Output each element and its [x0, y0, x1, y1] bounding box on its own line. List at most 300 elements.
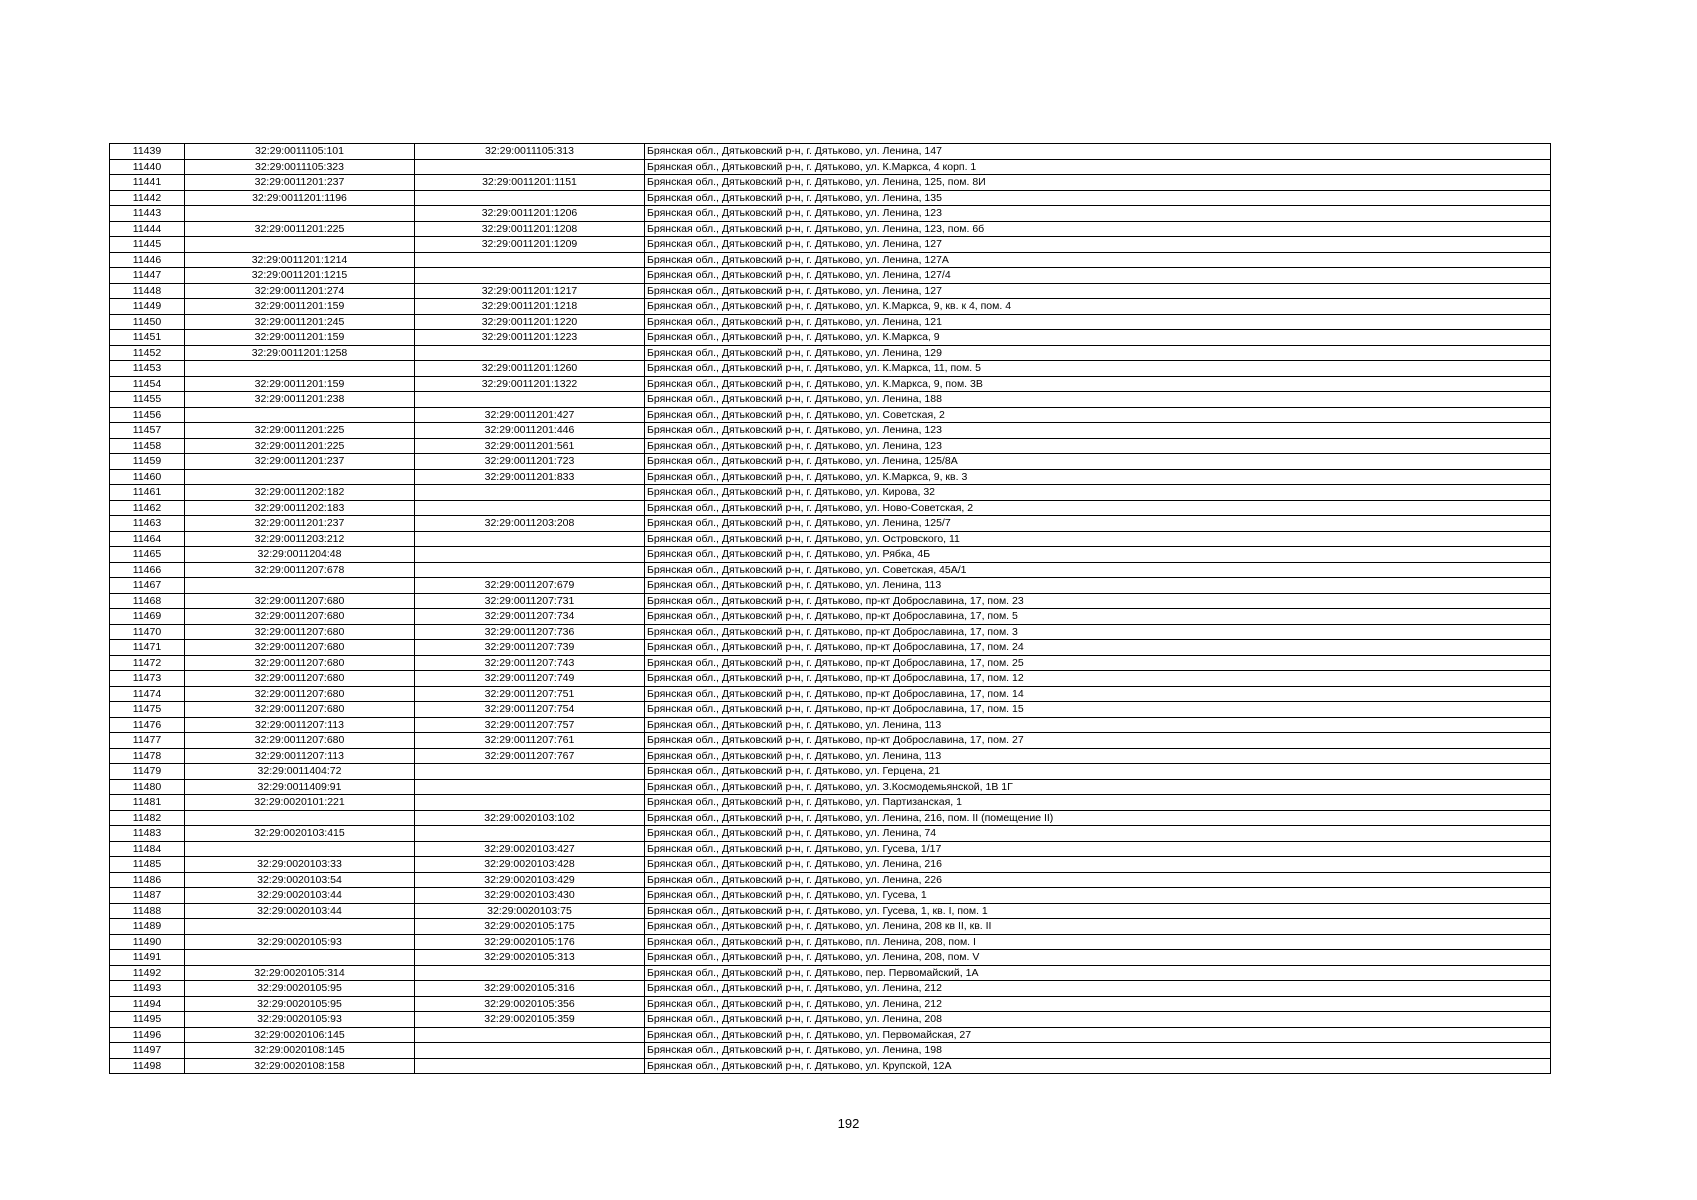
row-number-cell: 11490 [110, 934, 185, 950]
address-cell: Брянская обл., Дятьковский р-н, г. Дятьково, ул. Ленина, 208 кв II, кв. II [645, 919, 1551, 935]
address-cell: Брянская обл., Дятьковский р-н, г. Дятьково, ул. Ленина, 216, пом. II (помещение II) [645, 810, 1551, 826]
address-cell: Брянская обл., Дятьковский р-н, г. Дятьково, пл. Ленина, 208, пом. I [645, 934, 1551, 950]
cadastral-number-cell: 32:29:0011201:159 [185, 299, 415, 315]
address-cell: Брянская обл., Дятьковский р-н, г. Дятьково, ул. Ленина, 129 [645, 345, 1551, 361]
address-cell: Брянская обл., Дятьковский р-н, г. Дятьково, ул. Ленина, 198 [645, 1043, 1551, 1059]
object-cadastral-number-cell: 32:29:0020105:176 [415, 934, 645, 950]
object-cadastral-number-cell: 32:29:0011201:1217 [415, 283, 645, 299]
row-number-cell: 11486 [110, 872, 185, 888]
cadastral-number-cell: 32:29:0020103:33 [185, 857, 415, 873]
table-row [110, 965, 1551, 981]
address-cell: Брянская обл., Дятьковский р-н, г. Дятьково, ул. Ленина, 208, пом. V [645, 950, 1551, 966]
row-number-cell: 11456 [110, 407, 185, 423]
row-number-cell: 11443 [110, 206, 185, 222]
address-cell: Брянская обл., Дятьковский р-н, г. Дятьково, ул. Советская, 2 [645, 407, 1551, 423]
address-cell: Брянская обл., Дятьковский р-н, г. Дятьково, ул. Ленина, 208 [645, 1012, 1551, 1028]
row-number-cell: 11474 [110, 686, 185, 702]
table-row [110, 407, 1551, 423]
object-cadastral-number-cell [415, 826, 645, 842]
row-number-cell: 11476 [110, 717, 185, 733]
cadastral-number-cell: 32:29:0011201:1215 [185, 268, 415, 284]
address-cell: Брянская обл., Дятьковский р-н, г. Дятьково, ул. Ленина, 121 [645, 314, 1551, 330]
cadastral-number-cell: 32:29:0011203:212 [185, 531, 415, 547]
table-row [110, 950, 1551, 966]
address-cell: Брянская обл., Дятьковский р-н, г. Дятьково, ул. Гусева, 1 [645, 888, 1551, 904]
row-number-cell: 11488 [110, 903, 185, 919]
address-cell: Брянская обл., Дятьковский р-н, г. Дятьково, ул. Гусева, 1, кв. I, пом. 1 [645, 903, 1551, 919]
row-number-cell: 11468 [110, 593, 185, 609]
object-cadastral-number-cell: 32:29:0011207:757 [415, 717, 645, 733]
cadastral-number-cell: 32:29:0020103:44 [185, 903, 415, 919]
row-number-cell: 11448 [110, 283, 185, 299]
cadastral-number-cell: 32:29:0011404:72 [185, 764, 415, 780]
object-cadastral-number-cell: 32:29:0011201:1208 [415, 221, 645, 237]
address-cell: Брянская обл., Дятьковский р-н, г. Дятьково, ул. К.Маркса, 9, кв. к 4, пом. 4 [645, 299, 1551, 315]
address-cell: Брянская обл., Дятьковский р-н, г. Дятьково, ул. Рябка, 4Б [645, 547, 1551, 563]
table-row [110, 795, 1551, 811]
cadastral-number-cell [185, 950, 415, 966]
address-cell: Брянская обл., Дятьковский р-н, г. Дятьково, ул. Ленина, 125/8А [645, 454, 1551, 470]
object-cadastral-number-cell: 32:29:0011201:1322 [415, 376, 645, 392]
row-number-cell: 11465 [110, 547, 185, 563]
cadastral-number-cell: 32:29:0011409:91 [185, 779, 415, 795]
address-cell: Брянская обл., Дятьковский р-н, г. Дятьково, ул. Ленина, 123 [645, 423, 1551, 439]
table-row [110, 624, 1551, 640]
row-number-cell: 11458 [110, 438, 185, 454]
table-row [110, 872, 1551, 888]
address-cell: Брянская обл., Дятьковский р-н, г. Дятьково, пр-кт Доброславина, 17, пом. 5 [645, 609, 1551, 625]
object-cadastral-number-cell: 32:29:0020103:428 [415, 857, 645, 873]
address-cell: Брянская обл., Дятьковский р-н, г. Дятьково, ул. Ленина, 135 [645, 190, 1551, 206]
cadastral-number-cell: 32:29:0020108:145 [185, 1043, 415, 1059]
table-row [110, 221, 1551, 237]
address-cell: Брянская обл., Дятьковский р-н, г. Дятьково, ул. Ленина, 123 [645, 206, 1551, 222]
cadastral-number-cell: 32:29:0020105:95 [185, 981, 415, 997]
object-cadastral-number-cell [415, 562, 645, 578]
address-cell: Брянская обл., Дятьковский р-н, г. Дятьково, ул. К.Маркса, 9 [645, 330, 1551, 346]
address-cell: Брянская обл., Дятьковский р-н, г. Дятьково, ул. Ленина, 113 [645, 578, 1551, 594]
row-number-cell: 11471 [110, 640, 185, 656]
table-row [110, 764, 1551, 780]
row-number-cell: 11494 [110, 996, 185, 1012]
row-number-cell: 11455 [110, 392, 185, 408]
cadastral-number-cell: 32:29:0011207:680 [185, 640, 415, 656]
row-number-cell: 11445 [110, 237, 185, 253]
table-row [110, 361, 1551, 377]
cadastral-number-cell: 32:29:0011207:680 [185, 686, 415, 702]
object-cadastral-number-cell: 32:29:0020105:175 [415, 919, 645, 935]
table-row [110, 888, 1551, 904]
row-number-cell: 11483 [110, 826, 185, 842]
address-cell: Брянская обл., Дятьковский р-н, г. Дятьково, ул. Ленина, 123 [645, 438, 1551, 454]
address-cell: Брянская обл., Дятьковский р-н, г. Дятьково, ул. Крупской, 12А [645, 1058, 1551, 1074]
cadastral-number-cell: 32:29:0020101:221 [185, 795, 415, 811]
address-cell: Брянская обл., Дятьковский р-н, г. Дятьково, ул. Ленина, 127А [645, 252, 1551, 268]
cadastral-number-cell: 32:29:0011207:680 [185, 609, 415, 625]
address-cell: Брянская обл., Дятьковский р-н, г. Дятьково, пр-кт Доброславина, 17, пом. 12 [645, 671, 1551, 687]
object-cadastral-number-cell [415, 779, 645, 795]
row-number-cell: 11464 [110, 531, 185, 547]
cadastral-number-cell: 32:29:0011201:159 [185, 376, 415, 392]
row-number-cell: 11475 [110, 702, 185, 718]
cadastral-number-cell [185, 810, 415, 826]
row-number-cell: 11461 [110, 485, 185, 501]
object-cadastral-number-cell [415, 1027, 645, 1043]
address-cell: Брянская обл., Дятьковский р-н, г. Дятьково, ул. Ленина, 127/4 [645, 268, 1551, 284]
table-row [110, 733, 1551, 749]
object-cadastral-number-cell: 32:29:0011207:736 [415, 624, 645, 640]
cadastral-number-cell: 32:29:0011201:237 [185, 454, 415, 470]
table-row [110, 1058, 1551, 1074]
table-row [110, 547, 1551, 563]
row-number-cell: 11482 [110, 810, 185, 826]
table-row [110, 376, 1551, 392]
address-cell: Брянская обл., Дятьковский р-н, г. Дятьково, пр-кт Доброславина, 17, пом. 27 [645, 733, 1551, 749]
address-cell: Брянская обл., Дятьковский р-н, г. Дятьково, ул. Ленина, 74 [645, 826, 1551, 842]
object-cadastral-number-cell [415, 795, 645, 811]
address-cell: Брянская обл., Дятьковский р-н, г. Дятьково, ул. Ленина, 226 [645, 872, 1551, 888]
page-number: 192 [837, 1116, 860, 1131]
table-row [110, 159, 1551, 175]
cadastral-number-cell: 32:29:0011207:113 [185, 748, 415, 764]
cadastral-number-cell: 32:29:0020105:93 [185, 1012, 415, 1028]
row-number-cell: 11479 [110, 764, 185, 780]
object-cadastral-number-cell: 32:29:0020103:102 [415, 810, 645, 826]
cadastral-number-cell [185, 237, 415, 253]
object-cadastral-number-cell: 32:29:0011207:731 [415, 593, 645, 609]
object-cadastral-number-cell [415, 252, 645, 268]
address-cell: Брянская обл., Дятьковский р-н, г. Дятьково, пр-кт Доброславина, 17, пом. 24 [645, 640, 1551, 656]
row-number-cell: 11491 [110, 950, 185, 966]
cadastral-number-cell: 32:29:0020103:44 [185, 888, 415, 904]
row-number-cell: 11463 [110, 516, 185, 532]
row-number-cell: 11492 [110, 965, 185, 981]
address-cell: Брянская обл., Дятьковский р-н, г. Дятьково, ул. З.Космодемьянской, 1В 1Г [645, 779, 1551, 795]
row-number-cell: 11484 [110, 841, 185, 857]
cadastral-number-cell: 32:29:0011207:680 [185, 702, 415, 718]
cadastral-number-cell: 32:29:0011202:183 [185, 500, 415, 516]
row-number-cell: 11495 [110, 1012, 185, 1028]
table-row [110, 996, 1551, 1012]
object-cadastral-number-cell [415, 392, 645, 408]
row-number-cell: 11496 [110, 1027, 185, 1043]
row-number-cell: 11480 [110, 779, 185, 795]
table-row [110, 438, 1551, 454]
object-cadastral-number-cell: 32:29:0011201:446 [415, 423, 645, 439]
object-cadastral-number-cell: 32:29:0011207:754 [415, 702, 645, 718]
table-row [110, 252, 1551, 268]
table-row [110, 671, 1551, 687]
object-cadastral-number-cell: 32:29:0020105:359 [415, 1012, 645, 1028]
row-number-cell: 11478 [110, 748, 185, 764]
table-row [110, 175, 1551, 191]
cadastral-number-cell: 32:29:0011201:1214 [185, 252, 415, 268]
object-cadastral-number-cell: 32:29:0011207:767 [415, 748, 645, 764]
table-row [110, 748, 1551, 764]
address-cell: Брянская обл., Дятьковский р-н, г. Дятьково, ул. Ново-Советская, 2 [645, 500, 1551, 516]
cadastral-number-cell: 32:29:0011201:1258 [185, 345, 415, 361]
object-cadastral-number-cell: 32:29:0020103:75 [415, 903, 645, 919]
table-row [110, 934, 1551, 950]
cadastral-number-cell: 32:29:0020105:93 [185, 934, 415, 950]
object-cadastral-number-cell: 32:29:0011207:749 [415, 671, 645, 687]
cadastral-number-cell: 32:29:0011201:159 [185, 330, 415, 346]
cadastral-number-cell: 32:29:0011207:680 [185, 655, 415, 671]
address-cell: Брянская обл., Дятьковский р-н, г. Дятьково, пр-кт Доброславина, 17, пом. 14 [645, 686, 1551, 702]
cadastral-number-cell: 32:29:0011201:237 [185, 516, 415, 532]
object-cadastral-number-cell [415, 531, 645, 547]
registry-table [109, 143, 1551, 1074]
object-cadastral-number-cell [415, 1058, 645, 1074]
row-number-cell: 11497 [110, 1043, 185, 1059]
row-number-cell: 11449 [110, 299, 185, 315]
address-cell: Брянская обл., Дятьковский р-н, г. Дятьково, пер. Первомайский, 1А [645, 965, 1551, 981]
table-row [110, 655, 1551, 671]
table-row [110, 640, 1551, 656]
cadastral-number-cell: 32:29:0011202:182 [185, 485, 415, 501]
address-cell: Брянская обл., Дятьковский р-н, г. Дятьково, ул. Ленина, 147 [645, 144, 1551, 160]
address-cell: Брянская обл., Дятьковский р-н, г. Дятьково, ул. Ленина, 216 [645, 857, 1551, 873]
row-number-cell: 11452 [110, 345, 185, 361]
address-cell: Брянская обл., Дятьковский р-н, г. Дятьково, ул. Ленина, 125/7 [645, 516, 1551, 532]
row-number-cell: 11446 [110, 252, 185, 268]
address-cell: Брянская обл., Дятьковский р-н, г. Дятьково, ул. Советская, 45А/1 [645, 562, 1551, 578]
object-cadastral-number-cell [415, 485, 645, 501]
row-number-cell: 11493 [110, 981, 185, 997]
row-number-cell: 11470 [110, 624, 185, 640]
table-row [110, 516, 1551, 532]
row-number-cell: 11440 [110, 159, 185, 175]
table-row [110, 593, 1551, 609]
address-cell: Брянская обл., Дятьковский р-н, г. Дятьково, пр-кт Доброславина, 17, пом. 3 [645, 624, 1551, 640]
table-row [110, 190, 1551, 206]
cadastral-number-cell: 32:29:0011201:225 [185, 423, 415, 439]
row-number-cell: 11460 [110, 469, 185, 485]
table-row [110, 345, 1551, 361]
cadastral-number-cell: 32:29:0011201:237 [185, 175, 415, 191]
object-cadastral-number-cell: 32:29:0020105:316 [415, 981, 645, 997]
row-number-cell: 11439 [110, 144, 185, 160]
address-cell: Брянская обл., Дятьковский р-н, г. Дятьково, ул. Ленина, 212 [645, 981, 1551, 997]
object-cadastral-number-cell: 32:29:0011105:313 [415, 144, 645, 160]
object-cadastral-number-cell [415, 345, 645, 361]
cadastral-number-cell: 32:29:0020105:95 [185, 996, 415, 1012]
table-row [110, 702, 1551, 718]
table-row [110, 717, 1551, 733]
row-number-cell: 11472 [110, 655, 185, 671]
cadastral-number-cell: 32:29:0011201:245 [185, 314, 415, 330]
table-row [110, 206, 1551, 222]
object-cadastral-number-cell: 32:29:0011201:1223 [415, 330, 645, 346]
table-row [110, 903, 1551, 919]
row-number-cell: 11487 [110, 888, 185, 904]
cadastral-number-cell: 32:29:0020103:415 [185, 826, 415, 842]
address-cell: Брянская обл., Дятьковский р-н, г. Дятьково, ул. Ленина, 123, пом. 6б [645, 221, 1551, 237]
address-cell: Брянская обл., Дятьковский р-н, г. Дятьково, ул. Первомайская, 27 [645, 1027, 1551, 1043]
address-cell: Брянская обл., Дятьковский р-н, г. Дятьково, ул. Герцена, 21 [645, 764, 1551, 780]
cadastral-number-cell [185, 361, 415, 377]
table-row [110, 330, 1551, 346]
cadastral-number-cell: 32:29:0011201:225 [185, 438, 415, 454]
address-cell: Брянская обл., Дятьковский р-н, г. Дятьково, ул. К.Маркса, 9, пом. 3В [645, 376, 1551, 392]
table-row [110, 268, 1551, 284]
address-cell: Брянская обл., Дятьковский р-н, г. Дятьково, ул. К.Маркса, 4 корп. 1 [645, 159, 1551, 175]
cadastral-number-cell [185, 578, 415, 594]
table-row [110, 485, 1551, 501]
cadastral-number-cell: 32:29:0011207:680 [185, 593, 415, 609]
row-number-cell: 11441 [110, 175, 185, 191]
object-cadastral-number-cell: 32:29:0011201:561 [415, 438, 645, 454]
row-number-cell: 11467 [110, 578, 185, 594]
object-cadastral-number-cell: 32:29:0011201:1151 [415, 175, 645, 191]
table-row [110, 1012, 1551, 1028]
object-cadastral-number-cell: 32:29:0011201:833 [415, 469, 645, 485]
table-row [110, 1027, 1551, 1043]
address-cell: Брянская обл., Дятьковский р-н, г. Дятьково, ул. Островского, 11 [645, 531, 1551, 547]
cadastral-number-cell [185, 469, 415, 485]
row-number-cell: 11457 [110, 423, 185, 439]
object-cadastral-number-cell: 32:29:0020105:356 [415, 996, 645, 1012]
table-row [110, 237, 1551, 253]
table-row [110, 392, 1551, 408]
address-cell: Брянская обл., Дятьковский р-н, г. Дятьково, ул. Ленина, 212 [645, 996, 1551, 1012]
address-cell: Брянская обл., Дятьковский р-н, г. Дятьково, ул. К.Маркса, 9, кв. 3 [645, 469, 1551, 485]
table-row [110, 283, 1551, 299]
object-cadastral-number-cell: 32:29:0011207:734 [415, 609, 645, 625]
table-row [110, 454, 1551, 470]
table-row [110, 1043, 1551, 1059]
cadastral-number-cell: 32:29:0011207:680 [185, 624, 415, 640]
object-cadastral-number-cell: 32:29:0020103:429 [415, 872, 645, 888]
address-cell: Брянская обл., Дятьковский р-н, г. Дятьково, ул. Ленина, 113 [645, 717, 1551, 733]
table-row [110, 562, 1551, 578]
table-row [110, 841, 1551, 857]
cadastral-number-cell: 32:29:0011105:323 [185, 159, 415, 175]
cadastral-number-cell: 32:29:0011201:1196 [185, 190, 415, 206]
row-number-cell: 11462 [110, 500, 185, 516]
table-row [110, 500, 1551, 516]
address-cell: Брянская обл., Дятьковский р-н, г. Дятьково, пр-кт Доброславина, 17, пом. 25 [645, 655, 1551, 671]
row-number-cell: 11466 [110, 562, 185, 578]
cadastral-number-cell: 32:29:0011201:225 [185, 221, 415, 237]
object-cadastral-number-cell: 32:29:0011201:427 [415, 407, 645, 423]
address-cell: Брянская обл., Дятьковский р-н, г. Дятьково, пр-кт Доброславина, 17, пом. 15 [645, 702, 1551, 718]
object-cadastral-number-cell: 32:29:0011201:1206 [415, 206, 645, 222]
address-cell: Брянская обл., Дятьковский р-н, г. Дятьково, пр-кт Доброславина, 17, пом. 23 [645, 593, 1551, 609]
cadastral-number-cell: 32:29:0011207:113 [185, 717, 415, 733]
address-cell: Брянская обл., Дятьковский р-н, г. Дятьково, ул. Ленина, 188 [645, 392, 1551, 408]
table-row [110, 531, 1551, 547]
cadastral-number-cell: 32:29:0020108:158 [185, 1058, 415, 1074]
address-cell: Брянская обл., Дятьковский р-н, г. Дятьково, ул. Кирова, 32 [645, 485, 1551, 501]
table-row [110, 919, 1551, 935]
row-number-cell: 11485 [110, 857, 185, 873]
address-cell: Брянская обл., Дятьковский р-н, г. Дятьково, ул. К.Маркса, 11, пом. 5 [645, 361, 1551, 377]
cadastral-number-cell: 32:29:0011207:680 [185, 671, 415, 687]
cadastral-number-cell: 32:29:0011105:101 [185, 144, 415, 160]
row-number-cell: 11469 [110, 609, 185, 625]
row-number-cell: 11442 [110, 190, 185, 206]
address-cell: Брянская обл., Дятьковский р-н, г. Дятьково, ул. Ленина, 125, пом. 8И [645, 175, 1551, 191]
cadastral-number-cell [185, 407, 415, 423]
cadastral-number-cell: 32:29:0011201:274 [185, 283, 415, 299]
object-cadastral-number-cell: 32:29:0011207:751 [415, 686, 645, 702]
cadastral-number-cell: 32:29:0020103:54 [185, 872, 415, 888]
object-cadastral-number-cell [415, 268, 645, 284]
row-number-cell: 11453 [110, 361, 185, 377]
cadastral-number-cell: 32:29:0011204:48 [185, 547, 415, 563]
address-cell: Брянская обл., Дятьковский р-н, г. Дятьково, ул. Ленина, 127 [645, 283, 1551, 299]
row-number-cell: 11477 [110, 733, 185, 749]
object-cadastral-number-cell [415, 764, 645, 780]
row-number-cell: 11498 [110, 1058, 185, 1074]
object-cadastral-number-cell: 32:29:0011201:1209 [415, 237, 645, 253]
object-cadastral-number-cell: 32:29:0020103:430 [415, 888, 645, 904]
table-row [110, 578, 1551, 594]
object-cadastral-number-cell: 32:29:0011207:743 [415, 655, 645, 671]
table-row [110, 686, 1551, 702]
row-number-cell: 11473 [110, 671, 185, 687]
row-number-cell: 11454 [110, 376, 185, 392]
cadastral-number-cell [185, 841, 415, 857]
cadastral-number-cell [185, 919, 415, 935]
row-number-cell: 11451 [110, 330, 185, 346]
object-cadastral-number-cell [415, 1043, 645, 1059]
registry-table-body [110, 144, 1551, 1074]
table-row [110, 857, 1551, 873]
table-row [110, 314, 1551, 330]
table-row [110, 810, 1551, 826]
cadastral-number-cell: 32:29:0020106:145 [185, 1027, 415, 1043]
cadastral-number-cell: 32:29:0011207:678 [185, 562, 415, 578]
table-row [110, 779, 1551, 795]
object-cadastral-number-cell [415, 500, 645, 516]
object-cadastral-number-cell: 32:29:0011207:679 [415, 578, 645, 594]
cadastral-number-cell: 32:29:0011201:238 [185, 392, 415, 408]
table-row [110, 981, 1551, 997]
address-cell: Брянская обл., Дятьковский р-н, г. Дятьково, ул. Ленина, 127 [645, 237, 1551, 253]
table-row [110, 299, 1551, 315]
address-cell: Брянская обл., Дятьковский р-н, г. Дятьково, ул. Гусева, 1/17 [645, 841, 1551, 857]
object-cadastral-number-cell [415, 190, 645, 206]
object-cadastral-number-cell [415, 965, 645, 981]
table-row [110, 469, 1551, 485]
object-cadastral-number-cell: 32:29:0011203:208 [415, 516, 645, 532]
row-number-cell: 11447 [110, 268, 185, 284]
address-cell: Брянская обл., Дятьковский р-н, г. Дятьково, ул. Партизанская, 1 [645, 795, 1551, 811]
cadastral-number-cell: 32:29:0020105:314 [185, 965, 415, 981]
object-cadastral-number-cell: 32:29:0011207:761 [415, 733, 645, 749]
cadastral-number-cell: 32:29:0011207:680 [185, 733, 415, 749]
table-row [110, 423, 1551, 439]
row-number-cell: 11489 [110, 919, 185, 935]
object-cadastral-number-cell: 32:29:0011201:723 [415, 454, 645, 470]
table-row [110, 609, 1551, 625]
row-number-cell: 11481 [110, 795, 185, 811]
address-cell: Брянская обл., Дятьковский р-н, г. Дятьково, ул. Ленина, 113 [645, 748, 1551, 764]
row-number-cell: 11450 [110, 314, 185, 330]
object-cadastral-number-cell [415, 547, 645, 563]
row-number-cell: 11444 [110, 221, 185, 237]
table-row [110, 144, 1551, 160]
object-cadastral-number-cell: 32:29:0011207:739 [415, 640, 645, 656]
cadastral-number-cell [185, 206, 415, 222]
object-cadastral-number-cell: 32:29:0020105:313 [415, 950, 645, 966]
row-number-cell: 11459 [110, 454, 185, 470]
object-cadastral-number-cell: 32:29:0011201:1218 [415, 299, 645, 315]
object-cadastral-number-cell: 32:29:0011201:1220 [415, 314, 645, 330]
object-cadastral-number-cell [415, 159, 645, 175]
